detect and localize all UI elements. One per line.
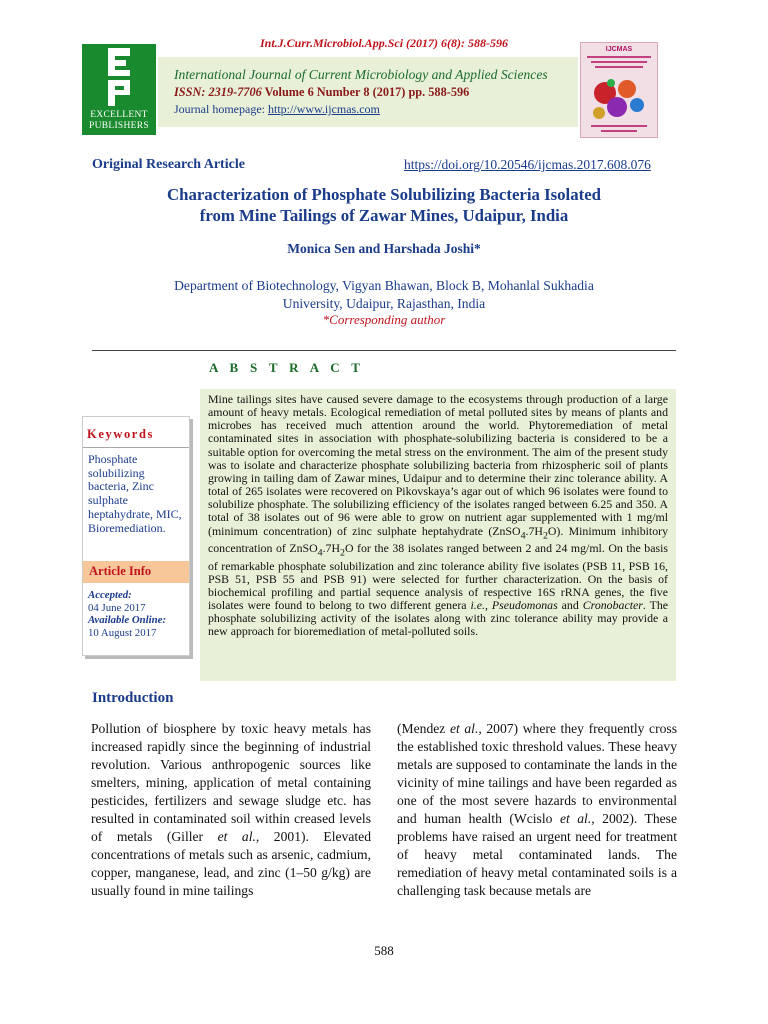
title-line1: Characterization of Phosphate Solubilizing Bacteria Isolated: [167, 185, 601, 204]
intro-column-left: Pollution of biosphere by toxic heavy metals has increased rapidly since the beginning of industrial revolution. Various anthropogenic sources like smelters, mining, application of metal containing pesticides, fertilizers and sewage sludge etc. has resulted in contaminated soil within creased levels of metals (Giller et al., 2001). Elevated concentrations of metals such as arsenic, cadmium, copper, manganese, lead, and zinc (1–50 g/kg) are usually found in mine tailings: [91, 721, 371, 898]
logo-line2: PUBLISHERS: [88, 121, 149, 131]
page-number: 588: [374, 943, 394, 958]
abstract-text: Mine tailings sites have caused severe damage to the ecosystems through production of a large amount of heavy metals. Ecological remediation of metal polluted sites by means of plants and microbes has received much attention around the world. Phytoremediation of metal contaminated sites in association with phosphate-solubilizing bacteria is considered to be a suitable option for overcoming the metal stress on the environment. The aim of the present study was to isolate and characterize phosphate solubilizing bacteria from rhizospheric soil of plants growing in tailing dam of Zawar mines, Udaipur and to determine their zinc tolerance ability. A total of 265 isolates were recovered on Pikovskaya’s agar out of which 96 isolates were found to solubilize phosphate. The solubilizing efficiency of the isolates ranged between 6.25 and 350. A total of 38 isolates out of 96 were able to grow on nutrient agar supplemented with 1 mg/ml (minimum concentration) of zinc sulphate heptahydrate $(ZnSO_4.7H_2O)$. Minimum inhibitory concentration of $ZnSO_4.7H_2O$ for the 38 isolates ranged between 2 and 24 mg/ml. On the basis of remarkable phosphate solubilization and zinc tolerance ability five isolates (PSB 11, PSB 16, PSB 51, PSB 55 and PSB 91) were selected for further characterization. On the basis of biochemical profiling and partial sequence analysis of respective 16S rRNA genes, the five isolates were found to belong to two different genera i.e., Pseudomonas and Cronobacter. The phosphate solubilizing activity of the isolates along with zinc tolerance ability may provide a new approach for bioremediation of metal-polluted soils.: [200, 389, 676, 681]
volume-info: Volume 6 Number 8 (2017) pp. 588-596: [261, 85, 470, 99]
homepage-line: [174, 102, 380, 117]
keywords-list: Phosphate solubilizing bacteria, Zinc sulphate heptahydrate, MIC, Bioremediation.: [88, 452, 182, 535]
article-type: Original Research Article: [92, 157, 245, 172]
issn-line: [174, 85, 469, 100]
homepage-label: Journal homepage:: [174, 102, 268, 116]
introduction-heading: Introduction: [92, 690, 174, 706]
publisher-logo: [82, 44, 156, 135]
corresponding-author: *Corresponding author: [322, 312, 446, 327]
running-head: Int.J.Curr.Microbiol.App.Sci (2017) 6(8): 588-596: [259, 36, 508, 50]
logo-line1: EXCELLENT: [90, 110, 148, 120]
article-info: [88, 589, 188, 639]
article-title: [80, 184, 688, 226]
affiliation-line1: Department of Biotechnology, Vigyan Bhawan, Block B, Mohanlal Sukhadia: [174, 278, 594, 293]
cover-illustration-icon: [581, 43, 657, 137]
divider: [92, 350, 676, 351]
online-date: 10 August 2017: [88, 626, 157, 639]
intro-column-right: (Mendez et al., 2007) where they frequently cross the established toxic threshold values. These heavy metals are supposed to contaminate the lands in the vicinity of mine tailings and have been regarded as one of the most severe hazards to environmental and human health (Wcislo et al., 2002). These problems have raised an urgent need for treatment of heavy metal contaminated lands. The remediation of heavy metal contaminated soils is a challenging task because metals are: [397, 721, 677, 898]
online-label: Available Online:: [88, 614, 167, 626]
issn: ISSN: 2319-7706: [174, 85, 262, 99]
journal-banner: [158, 57, 578, 127]
article-sidebar: [82, 416, 190, 656]
authors: Monica Sen and Harshada Joshi*: [287, 241, 481, 256]
homepage-link[interactable]: http://www.ijcmas.com: [267, 102, 380, 116]
accepted-label: Accepted:: [88, 589, 132, 601]
affiliation-line2: University, Udaipur, Rajasthan, India: [282, 296, 486, 311]
journal-cover-image: [580, 42, 658, 138]
affiliation: [130, 277, 638, 313]
abstract-heading: A B S T R A C T: [209, 360, 365, 375]
accepted-date: 04 June 2017: [88, 601, 146, 614]
journal-name: International Journal of Current Microbiology and Applied Sciences: [174, 67, 548, 82]
title-line2: from Mine Tailings of Zawar Mines, Udaipur, India: [199, 206, 569, 225]
keywords-heading: Keywords: [87, 427, 154, 441]
cover-title: IJCMAS: [605, 46, 633, 53]
keywords-divider: [83, 447, 189, 448]
doi-link[interactable]: https://doi.org/10.20546/ijcmas.2017.608.076: [404, 157, 651, 172]
article-info-heading: Article Info: [83, 561, 189, 583]
